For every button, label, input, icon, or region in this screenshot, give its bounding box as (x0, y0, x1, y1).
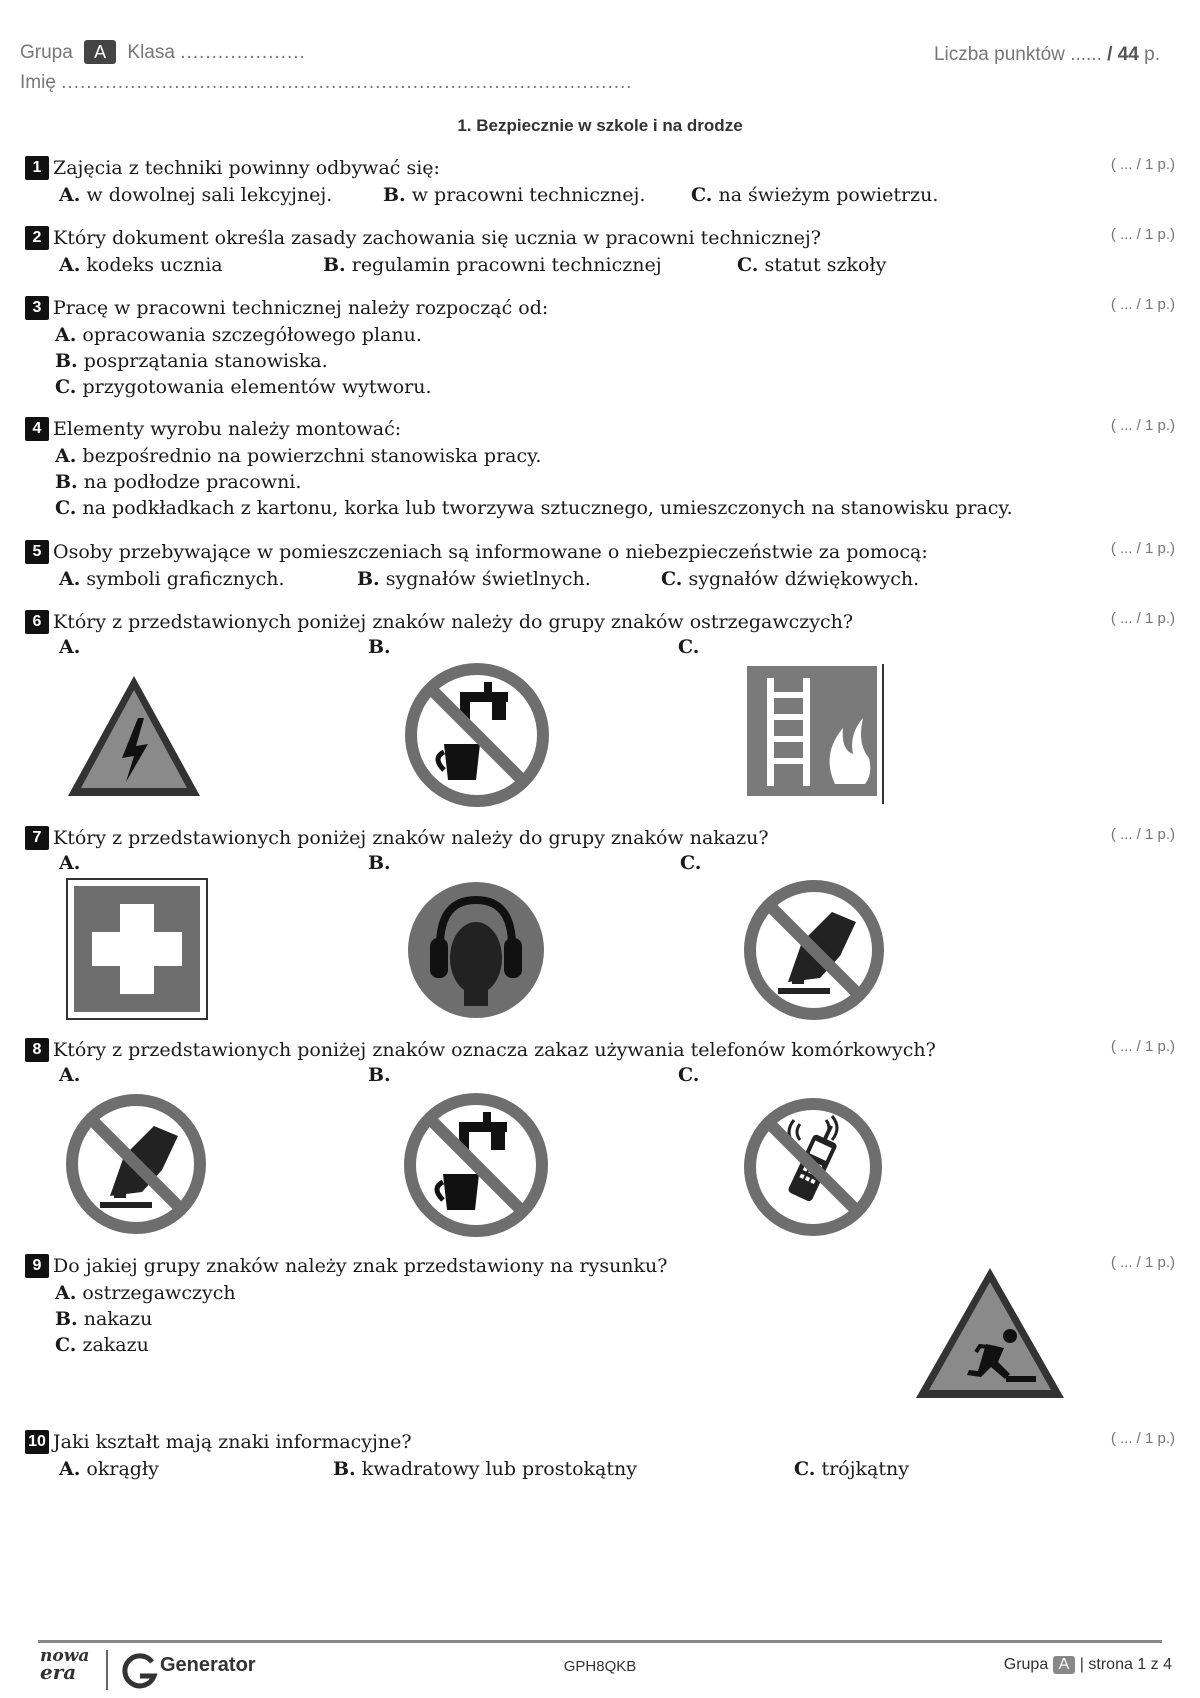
option-a[interactable]: A. symboli graficznych. (59, 568, 285, 590)
option-b[interactable]: B. nakazu (55, 1308, 153, 1330)
question-text: Który dokument określa zasady zachowania się ucznia w pracowni technicznej? (53, 227, 821, 249)
points-dots[interactable]: ...... (1070, 44, 1102, 65)
class-label: Klasa (127, 42, 175, 63)
points-field: ( ... / 1 p.) (1110, 610, 1175, 627)
option-b[interactable]: B. posprzątania stanowiska. (55, 350, 328, 372)
question-text: Osoby przebywające w pomieszczeniach są informowane o niebezpieczeństwie za pomocą: (53, 541, 928, 563)
question-6 (25, 610, 1175, 658)
question-3 (25, 296, 1175, 398)
no-mobile-phone-sign-icon[interactable] (742, 1096, 884, 1238)
question-number: 2 (25, 226, 49, 250)
no-drinking-water-sign-icon[interactable] (404, 662, 550, 808)
question-text: Do jakiej grupy znaków należy znak przedstawiony na rysunku? (53, 1255, 668, 1277)
question-text: Który z przedstawionych poniżej znaków należy do grupy znaków ostrzegawczych? (53, 611, 854, 633)
points-field: ( ... / 1 p.) (1110, 826, 1175, 843)
footer-page-info (1004, 1656, 1172, 1674)
option-c[interactable]: C. trójkątny (794, 1458, 909, 1480)
points-field: ( ... / 1 p.) (1110, 296, 1175, 313)
option-c-label[interactable]: C. (678, 636, 700, 658)
option-c-label[interactable]: C. (678, 1064, 700, 1086)
question-number: 5 (25, 540, 49, 564)
points-field: ( ... / 1 p.) (1110, 226, 1175, 243)
no-drinking-water-sign-icon[interactable] (403, 1092, 549, 1238)
generator-label: Generator (160, 1654, 256, 1676)
fire-ladder-sign-icon[interactable] (745, 664, 885, 804)
first-aid-cross-sign-icon[interactable] (66, 878, 208, 1020)
question-7 (25, 826, 1175, 874)
option-b-label[interactable]: B. (368, 636, 391, 658)
question-1 (25, 156, 1175, 206)
page-number: | strona 1 z 4 (1079, 1656, 1172, 1673)
high-voltage-warning-sign-icon[interactable] (64, 672, 204, 800)
question-number: 9 (25, 1254, 49, 1278)
option-c[interactable]: C. statut szkoły (737, 254, 887, 276)
question-number: 6 (25, 610, 49, 634)
option-b[interactable]: B. regulamin pracowni technicznej (323, 254, 662, 276)
points-field: ( ... / 1 p.) (1110, 540, 1175, 557)
question-text: Elementy wyrobu należy montować: (53, 418, 402, 440)
option-b-label[interactable]: B. (368, 852, 391, 874)
points-field: ( ... / 1 p.) (1110, 1254, 1175, 1271)
option-b[interactable]: B. kwadratowy lub prostokątny (333, 1458, 637, 1480)
footer-group-label: Grupa (1003, 1656, 1049, 1673)
option-c[interactable]: C. przygotowania elementów wytworu. (55, 376, 432, 398)
question-8 (25, 1038, 1175, 1086)
question-text: Zajęcia z techniki powinny odbywać się: (53, 157, 440, 179)
question-number: 4 (25, 417, 49, 441)
question-number: 1 (25, 156, 49, 180)
group-badge: A (84, 40, 116, 64)
option-a[interactable]: A. bezpośrednio na powierzchni stanowiska pracy. (55, 445, 542, 467)
question-5 (25, 540, 1175, 590)
option-c[interactable]: C. na świeżym powietrzu. (691, 184, 939, 206)
footer-group-badge: A (1053, 1656, 1076, 1674)
logo-text-era: era (40, 1660, 77, 1684)
option-a[interactable]: A. ostrzegawczych (55, 1282, 236, 1304)
points-total: / 44 (1107, 44, 1139, 65)
option-b-label[interactable]: B. (368, 1064, 391, 1086)
option-a-label[interactable]: A. (59, 852, 81, 874)
question-text: Który z przedstawionych poniżej znaków oznacza zakaz używania telefonów komórkowych? (53, 1039, 936, 1061)
name-label: Imię (20, 72, 56, 93)
question-text: Pracę w pracowni technicznej należy rozpocząć od: (53, 297, 549, 319)
logo-text-nowa: nowa (40, 1646, 90, 1666)
question-10 (25, 1430, 1175, 1480)
option-a-label[interactable]: A. (59, 636, 81, 658)
option-c[interactable]: C. na podkładkach z kartonu, korka lub tworzywa sztucznego, umieszczonych na stanowisku pracy. (55, 497, 1013, 519)
option-b[interactable]: B. sygnałów świetlnych. (357, 568, 591, 590)
points-unit: p. (1144, 44, 1160, 65)
points-field: ( ... / 1 p.) (1110, 156, 1175, 173)
option-a-label[interactable]: A. (59, 1064, 81, 1086)
option-b[interactable]: B. w pracowni technicznej. (383, 184, 646, 206)
header-name (20, 72, 633, 94)
question-4 (25, 417, 1175, 519)
points-label: Liczba punktów (933, 44, 1065, 65)
class-dots[interactable]: .................... (180, 42, 306, 63)
option-a[interactable]: A. opracowania szczegółowego planu. (55, 324, 422, 346)
document-code: GPH8QKB (563, 1658, 637, 1675)
question-text: Który z przedstawionych poniżej znaków należy do grupy znaków nakazu? (53, 827, 769, 849)
name-dots[interactable]: ........................................................................................... (61, 72, 633, 93)
points-field: ( ... / 1 p.) (1110, 417, 1175, 434)
question-number: 8 (25, 1038, 49, 1062)
footer-divider (38, 1640, 1162, 1643)
trip-hazard-warning-sign-icon (912, 1264, 1068, 1402)
points-field: ( ... / 1 p.) (1110, 1038, 1175, 1055)
header-group (20, 40, 306, 64)
question-number: 7 (25, 826, 49, 850)
group-label: Grupa (20, 42, 73, 63)
do-not-touch-sign-icon[interactable] (742, 878, 886, 1022)
page-title: 1. Bezpiecznie w szkole i na drodze (457, 116, 743, 135)
do-not-touch-sign-icon[interactable] (64, 1092, 208, 1236)
option-b[interactable]: B. na podłodze pracowni. (55, 471, 302, 493)
ear-protection-sign-icon[interactable] (406, 880, 546, 1020)
option-c-label[interactable]: C. (680, 852, 702, 874)
question-2 (25, 226, 1175, 276)
option-a[interactable]: A. kodeks ucznia (59, 254, 223, 276)
question-text: Jaki kształt mają znaki informacyjne? (53, 1431, 412, 1453)
question-number: 10 (25, 1430, 49, 1454)
option-a[interactable]: A. w dowolnej sali lekcyjnej. (59, 184, 333, 206)
points-field: ( ... / 1 p.) (1110, 1430, 1175, 1447)
option-c[interactable]: C. zakazu (55, 1334, 149, 1356)
option-a[interactable]: A. okrągły (59, 1458, 159, 1480)
header-points (934, 44, 1160, 66)
option-c[interactable]: C. sygnałów dźwiękowych. (661, 568, 920, 590)
question-number: 3 (25, 296, 49, 320)
